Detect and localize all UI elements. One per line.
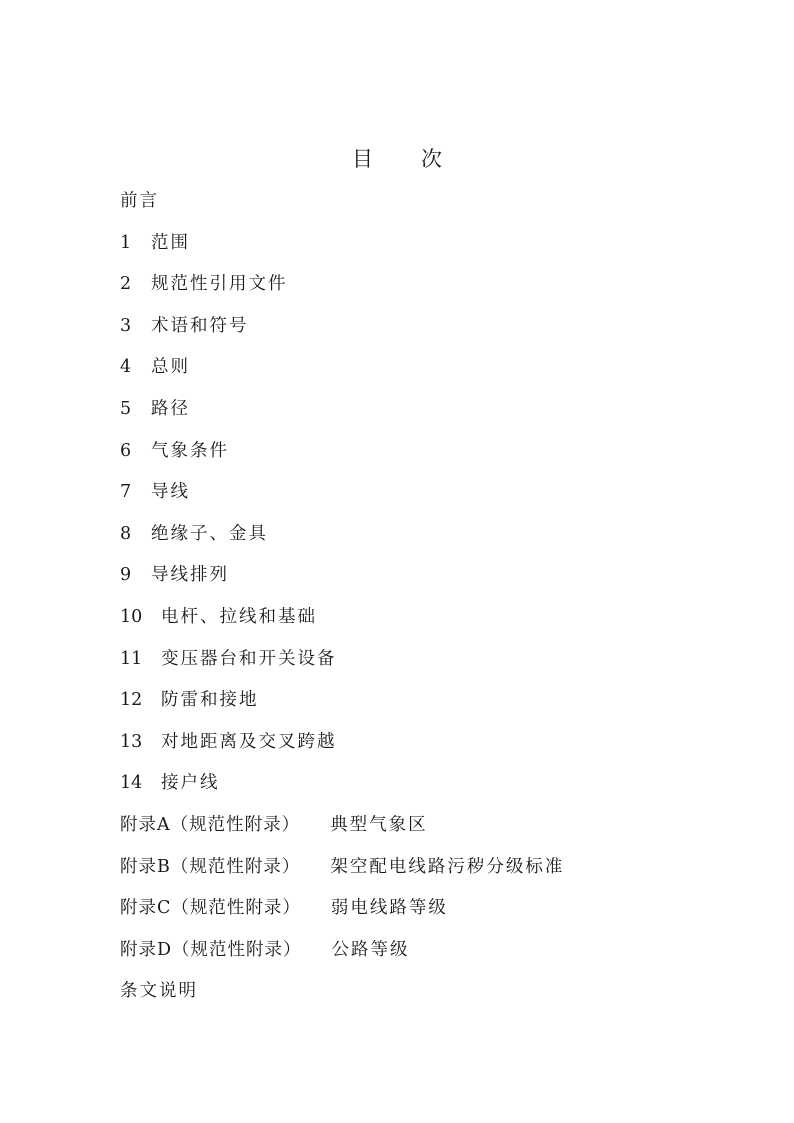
- toc-item-number: 2: [120, 274, 132, 295]
- toc-item-chapter-2[interactable]: [120, 268, 564, 310]
- toc-title-part1: 目: [352, 147, 373, 171]
- toc-item-appendix-b[interactable]: [120, 851, 564, 893]
- toc-item-number: 12: [120, 690, 143, 711]
- toc-item-label: 规范性引用文件: [151, 274, 288, 295]
- toc-item-chapter-9[interactable]: [120, 559, 564, 601]
- toc-item-label: 范围: [151, 232, 190, 253]
- toc-title-part2: 次: [421, 147, 442, 171]
- toc-item-number: 14: [120, 773, 143, 794]
- toc-item-chapter-8[interactable]: [120, 518, 564, 560]
- toc-item-label: 导线排列: [151, 565, 229, 586]
- toc-item-number: 3: [120, 315, 132, 336]
- toc-list: [120, 185, 564, 1017]
- toc-item-number: 7: [120, 482, 132, 503]
- toc-item-chapter-3[interactable]: [120, 310, 564, 352]
- toc-item-label: 对地距离及交叉跨越: [161, 731, 337, 752]
- toc-item-label: 防雷和接地: [161, 690, 259, 711]
- toc-item-number: 6: [120, 440, 132, 461]
- toc-item-number: 11: [120, 648, 143, 669]
- toc-item-chapter-11[interactable]: [120, 643, 564, 685]
- toc-item-chapter-13[interactable]: [120, 726, 564, 768]
- appendix-label: 附录D（规范性附录）: [120, 939, 302, 960]
- toc-item-label: 前言: [120, 191, 159, 211]
- toc-item-label: 路径: [151, 398, 190, 419]
- toc-item-chapter-10[interactable]: [120, 601, 564, 643]
- toc-item-number: 10: [120, 606, 143, 627]
- appendix-label: 附录C（规范性附录）: [120, 898, 301, 919]
- toc-item-number: 13: [120, 731, 143, 752]
- appendix-title: 公路等级: [331, 939, 410, 960]
- toc-item-label: 总则: [151, 357, 190, 378]
- toc-item-number: 1: [120, 232, 132, 253]
- toc-item-label: 条文说明: [120, 981, 198, 1002]
- toc-item-number: 4: [120, 357, 132, 378]
- toc-item-label: 术语和符号: [151, 315, 249, 336]
- appendix-title: 弱电线路等级: [330, 898, 448, 919]
- toc-item-number: 9: [120, 565, 132, 586]
- toc-item-chapter-1[interactable]: [120, 227, 564, 269]
- toc-item-appendix-d[interactable]: [120, 934, 564, 976]
- toc-item-chapter-6[interactable]: [120, 435, 564, 477]
- toc-item-number: 5: [120, 398, 132, 419]
- toc-item-number: 8: [120, 523, 132, 544]
- appendix-title: 典型气象区: [330, 814, 428, 835]
- toc-item-label: 绝缘子、金具: [151, 523, 268, 544]
- toc-title: [0, 143, 794, 175]
- toc-item-label: 电杆、拉线和基础: [161, 606, 317, 627]
- toc-item-label: 接户线: [161, 773, 220, 794]
- toc-item-label: 变压器台和开关设备: [161, 648, 337, 669]
- toc-item-appendix-c[interactable]: [120, 892, 564, 934]
- toc-item-label: 气象条件: [151, 440, 229, 461]
- toc-item-chapter-12[interactable]: [120, 684, 564, 726]
- toc-item-chapter-4[interactable]: [120, 351, 564, 393]
- appendix-label: 附录A（规范性附录）: [120, 814, 301, 835]
- toc-item-back[interactable]: [120, 975, 564, 1017]
- appendix-label: 附录B（规范性附录）: [120, 856, 301, 877]
- toc-item-chapter-14[interactable]: [120, 767, 564, 809]
- appendix-title: 架空配电线路污秽分级标准: [330, 856, 565, 877]
- toc-item-front[interactable]: [120, 185, 564, 227]
- toc-item-label: 导线: [151, 482, 190, 503]
- toc-item-chapter-5[interactable]: [120, 393, 564, 435]
- toc-item-chapter-7[interactable]: [120, 476, 564, 518]
- toc-item-appendix-a[interactable]: [120, 809, 564, 851]
